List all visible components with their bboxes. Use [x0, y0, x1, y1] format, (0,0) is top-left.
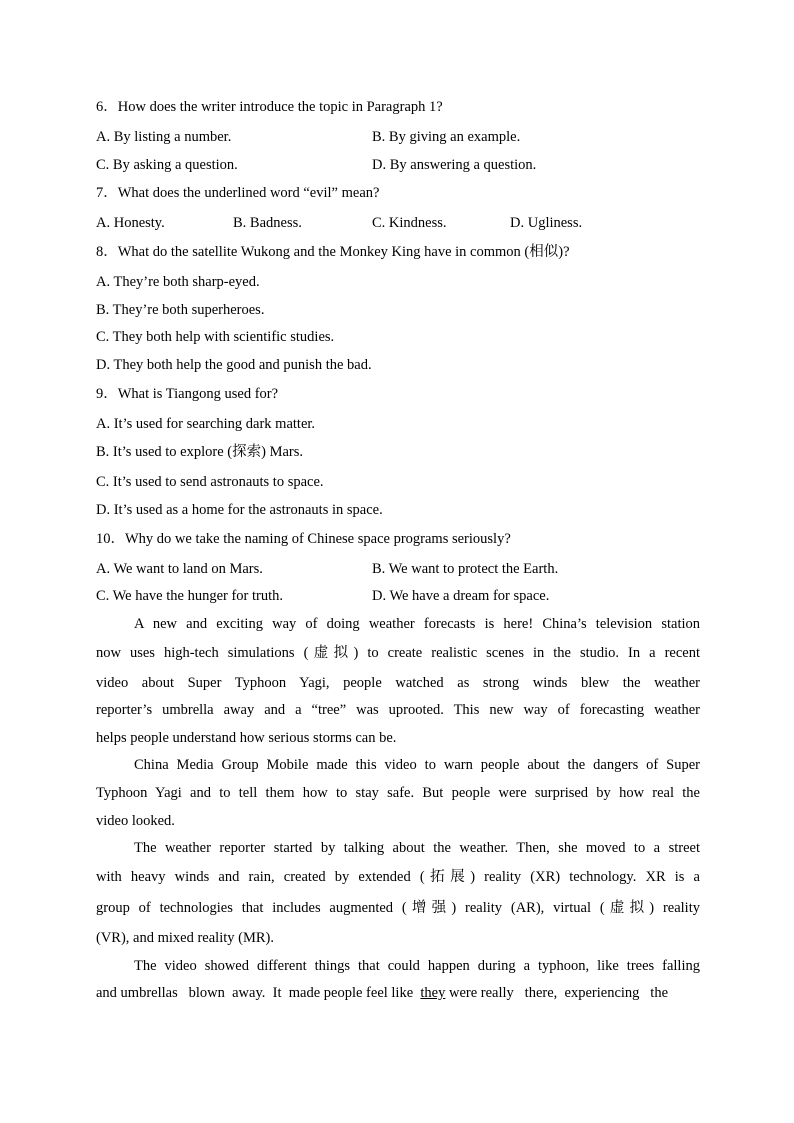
- question-8-option-a: A. They’re both sharp-eyed.: [96, 274, 260, 290]
- question-7-option-c: C. Kindness.: [372, 215, 447, 231]
- underlined-word-they: they: [420, 985, 446, 1001]
- passage-p2-line-2: Typhoon Yagi and to tell them how to stay safe. But people were surprised by how real the: [96, 785, 700, 801]
- question-8-option-b: B. They’re both superheroes.: [96, 302, 265, 318]
- question-9-option-b: B. It’s used to explore (探索) Mars.: [96, 444, 303, 460]
- question-6-stem: 6．How does the writer introduce the topic in Paragraph 1?: [96, 99, 443, 115]
- question-9-stem: 9．What is Tiangong used for?: [96, 386, 279, 402]
- passage-p4-line-2: [96, 984, 700, 1002]
- passage-p2-line-1: China Media Group Mobile made this video to warn people about the dangers of Super: [134, 757, 700, 773]
- question-10-stem: 10．Why do we take the naming of Chinese space programs seriously?: [96, 531, 511, 547]
- passage-p4-line-2-end: were really there, experiencing the: [445, 985, 669, 1001]
- question-10-option-a: A. We want to land on Mars.: [96, 561, 263, 577]
- passage-p1-line-1: A new and exciting way of doing weather forecasts is here! China’s television station: [134, 616, 700, 632]
- passage-p3-line-2: with heavy winds and rain, created by extended (拓展) reality (XR) technology. XR is a: [96, 869, 700, 885]
- question-8-stem: 8．What do the satellite Wukong and the Monkey King have in common (相似)?: [96, 244, 570, 260]
- passage-p4-line-2-start: and umbrellas blown away. It made people feel like: [96, 985, 421, 1001]
- question-6-option-c: C. By asking a question.: [96, 157, 238, 173]
- passage-p3-line-4: (VR), and mixed reality (MR).: [96, 930, 274, 946]
- question-7-stem: 7．What does the underlined word “evil” mean?: [96, 185, 380, 201]
- passage-p3-line-1: The weather reporter started by talking about the weather. Then, she moved to a street: [134, 840, 700, 856]
- question-10-option-b: B. We want to protect the Earth.: [372, 561, 559, 577]
- question-10-option-d: D. We have a dream for space.: [372, 588, 550, 604]
- question-7-option-b: B. Badness.: [233, 215, 302, 231]
- question-9-option-c: C. It’s used to send astronauts to space.: [96, 474, 324, 490]
- passage-p1-line-5: helps people understand how serious storms can be.: [96, 730, 397, 746]
- passage-p2-line-3: video looked.: [96, 813, 175, 829]
- question-7-option-a: A. Honesty.: [96, 215, 165, 231]
- question-6-option-d: D. By answering a question.: [372, 157, 537, 173]
- question-10-option-c: C. We have the hunger for truth.: [96, 588, 284, 604]
- question-6-option-b: B. By giving an example.: [372, 129, 521, 145]
- question-8-option-c: C. They both help with scientific studies.: [96, 329, 335, 345]
- question-9-option-d: D. It’s used as a home for the astronauts in space.: [96, 502, 383, 518]
- question-7-option-d: D. Ugliness.: [510, 215, 583, 231]
- passage-p1-line-3: video about Super Typhoon Yagi, people watched as strong winds blew the weather: [96, 675, 700, 691]
- question-8-option-d: D. They both help the good and punish the bad.: [96, 357, 372, 373]
- question-6-option-a: A. By listing a number.: [96, 129, 232, 145]
- passage-p1-line-4: reporter’s umbrella away and a “tree” was uprooted. This new way of forecasting weather: [96, 702, 700, 718]
- passage-p3-line-3: group of technologies that includes augmented (增强) reality (AR), virtual (虚拟) reality: [96, 900, 700, 916]
- passage-p1-line-2: now uses high-tech simulations (虚拟) to create realistic scenes in the studio. In a recent: [96, 645, 700, 661]
- passage-p4-line-1: The video showed different things that could happen during a typhoon, like trees falling: [134, 958, 700, 974]
- question-9-option-a: A. It’s used for searching dark matter.: [96, 416, 316, 432]
